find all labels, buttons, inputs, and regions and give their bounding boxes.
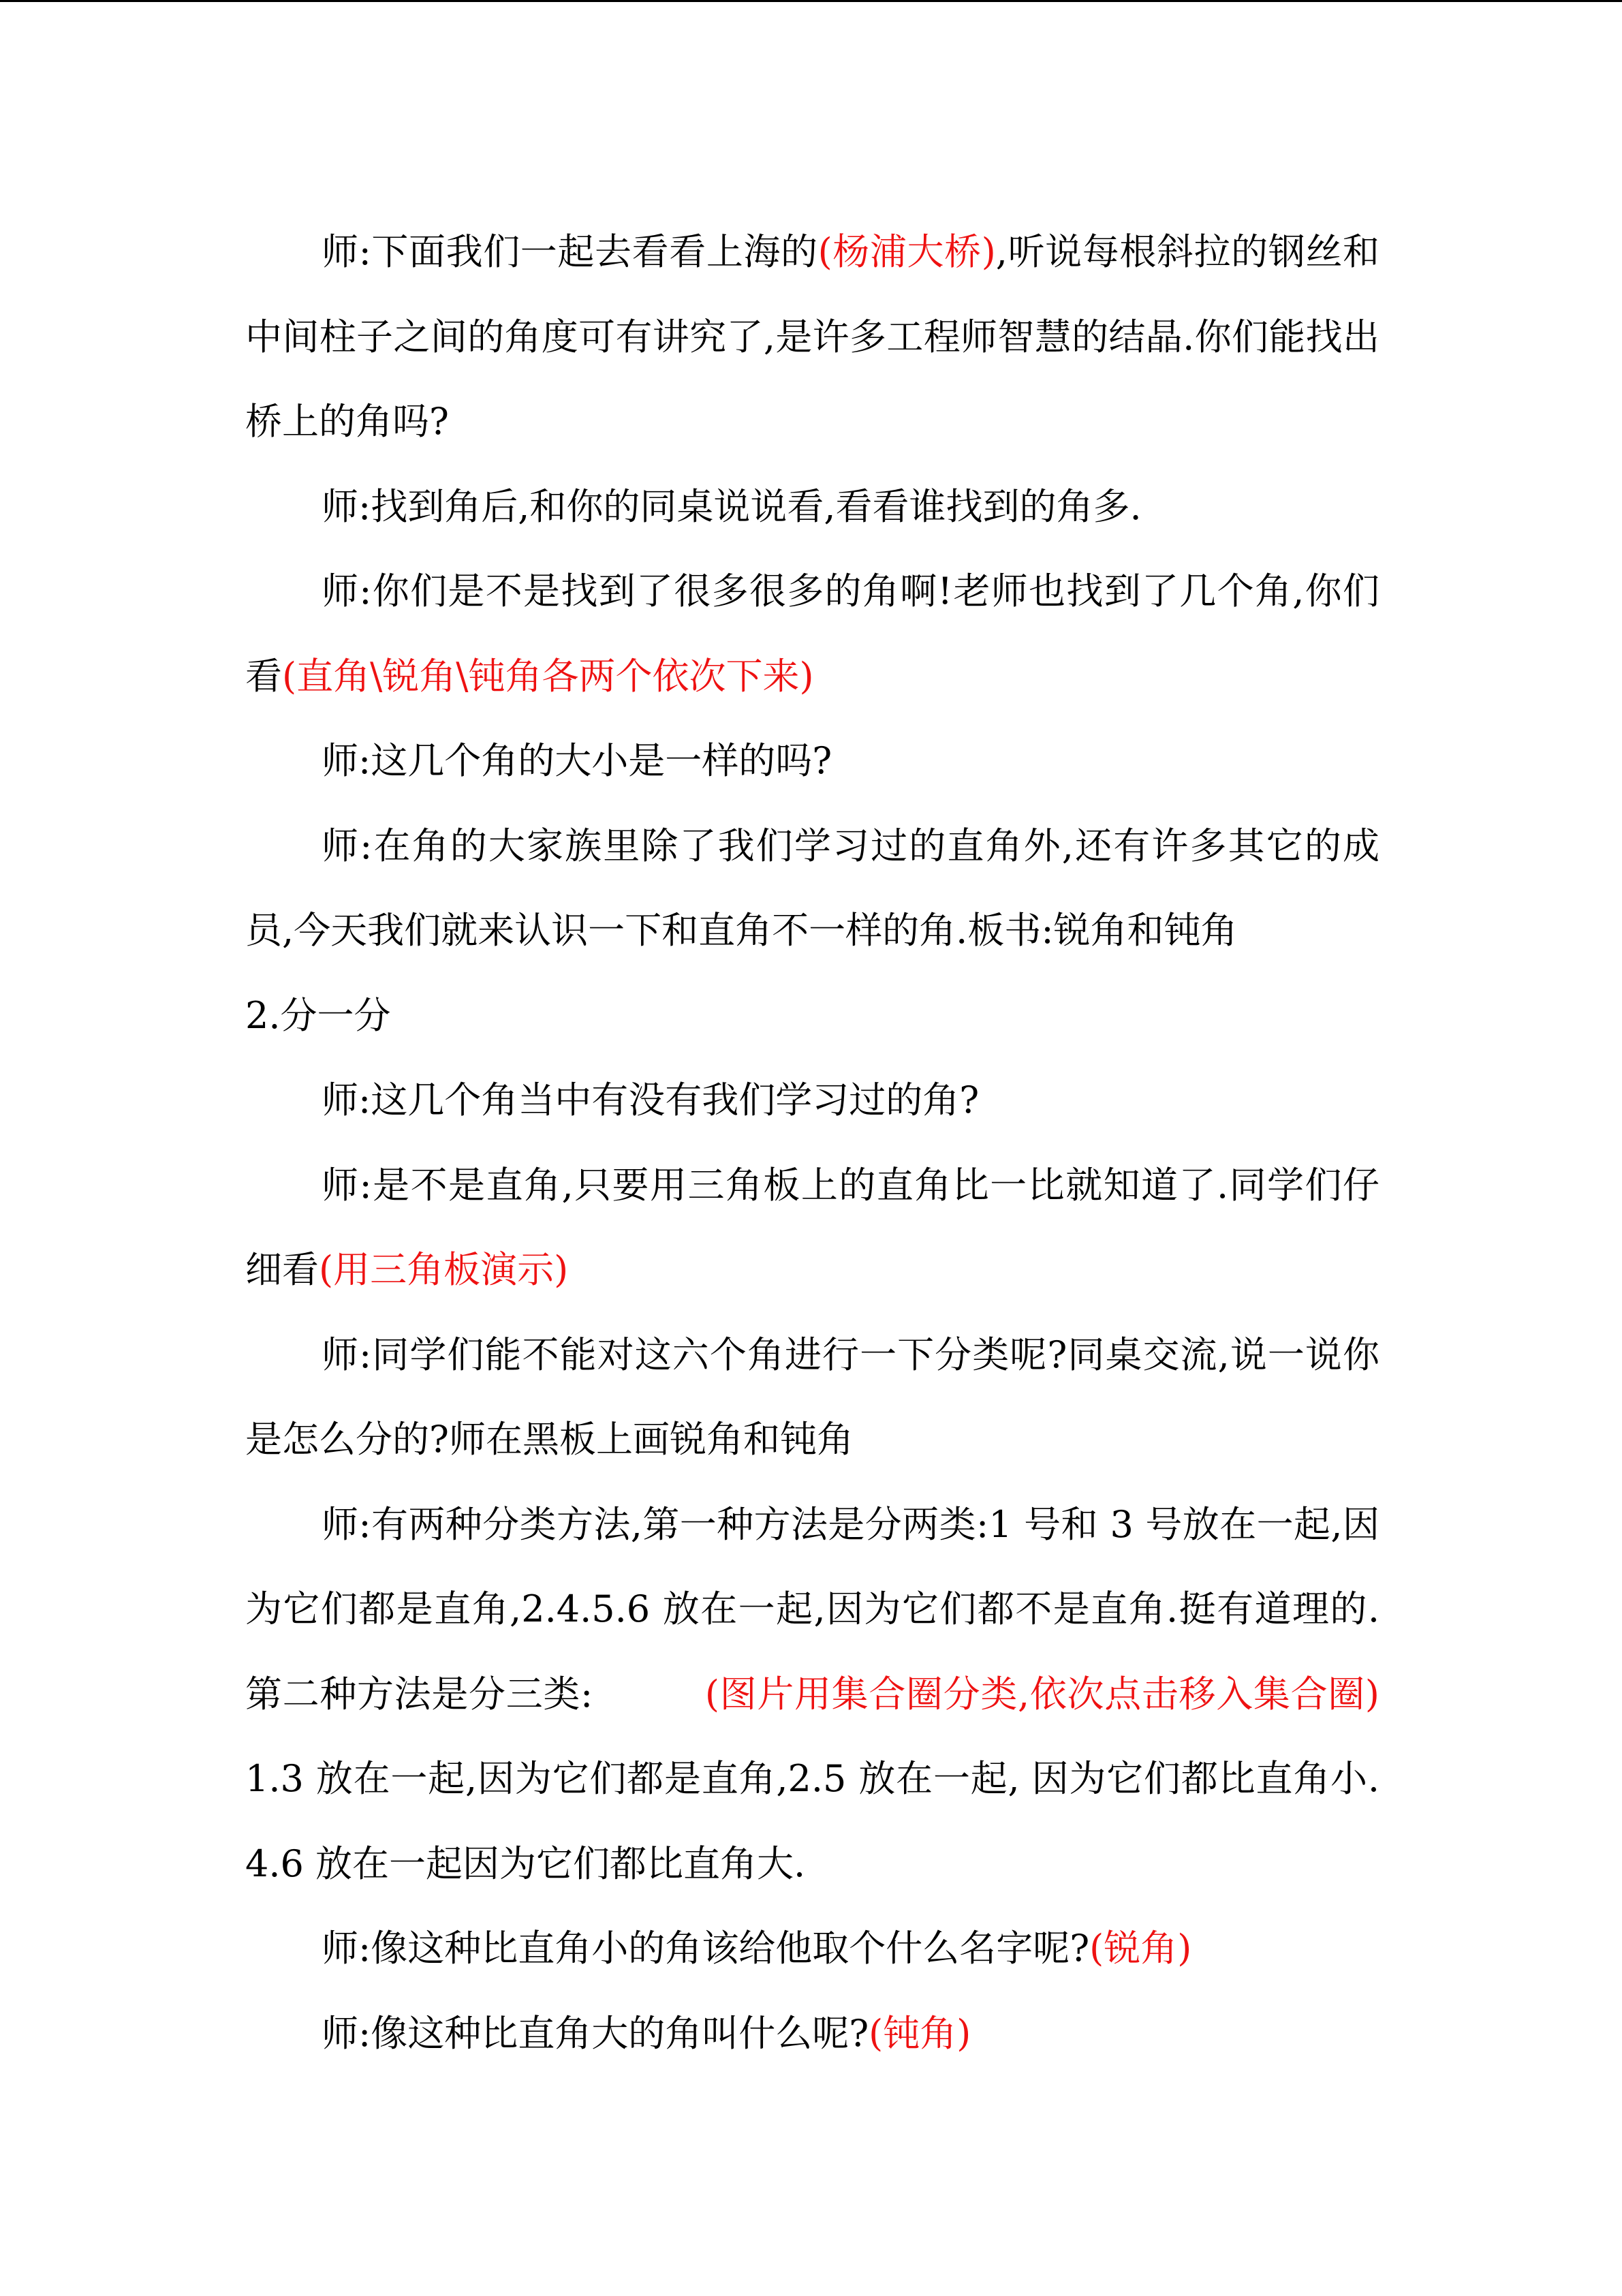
document-page <box>0 2 1622 2296</box>
highlight-note: (锐角) <box>1089 1927 1192 1970</box>
paragraph <box>245 1991 1379 2077</box>
paragraph-text: 师:像这种比直角大的角叫什么呢? <box>322 2011 869 2055</box>
highlight-note: (钝角) <box>869 2011 971 2055</box>
paragraph-text: ,听说每根斜拉的钢丝和中间柱子之间的角度可有讲究了,是许多工程师智慧的结晶.你们能找出桥上的角吗? <box>245 230 1379 443</box>
paragraph <box>245 804 1379 974</box>
paragraph-text: 师:这几个角当中有没有我们学习过的角? <box>322 1079 980 1121</box>
paragraph <box>245 210 1379 465</box>
paragraph-text: 师:找到角后,和你的同桌说说看,看看谁找到的角多. <box>322 484 1142 528</box>
highlight-note: (杨浦大桥) <box>817 230 996 273</box>
highlight-note: (直角\锐角\钝角各两个依次下来) <box>282 654 814 698</box>
paragraph-text: 师:像这种比直角小的角该给他取个什么名字呢? <box>322 1927 1090 1970</box>
paragraph <box>245 719 1379 804</box>
paragraph-text: 师:这几个角的大小是一样的吗? <box>322 739 832 782</box>
paragraph <box>245 1143 1379 1313</box>
paragraph <box>245 1906 1379 1991</box>
paragraph <box>245 465 1379 550</box>
paragraph-text: 师:是不是直角,只要用三角板上的直角比一比就知道了.同学们仔细看 <box>245 1163 1379 1291</box>
paragraph-text: 师:同学们能不能对这六个角进行一下分类呢?同桌交流,说一说你是怎么分的?师在黑板上画锐角和钝角 <box>245 1333 1379 1461</box>
paragraph <box>245 1058 1379 1143</box>
paragraph-text: 师:你们是不是找到了很多很多的角啊!老师也找到了几个角,你们看 <box>245 570 1379 698</box>
paragraph-text: 师:有两种分类方法,第一种方法是分两类:1 号和 3 号放在一起,因为它们都是直角,2.4.5.6 放在一起,因为它们都不是直角.挺有道理的.第二种方法是分三类: <box>245 1502 1379 1716</box>
paragraph-text: 师:下面我们一起去看看上海的 <box>322 230 818 273</box>
highlight-note: (图片用集合圈分类,依次点击移入集合圈) <box>704 1672 1379 1716</box>
section-heading <box>245 974 1379 1059</box>
paragraph <box>245 549 1379 719</box>
lesson-text <box>245 210 1379 2076</box>
paragraph-text: 1.3 放在一起,因为它们都是直角,2.5 放在一起, 因为它们都比直角小.4.6 放在一起因为它们都比直角大. <box>245 1757 1379 1885</box>
paragraph <box>245 1483 1379 1907</box>
highlight-note: (用三角板演示) <box>319 1248 569 1291</box>
paragraph <box>245 1313 1379 1483</box>
paragraph-text: 师:在角的大家族里除了我们学习过的直角外,还有许多其它的成员,今天我们就来认识一下和直角不一样的角.板书:锐角和钝角 <box>245 824 1379 952</box>
section-heading-text: 2.分一分 <box>245 993 391 1037</box>
